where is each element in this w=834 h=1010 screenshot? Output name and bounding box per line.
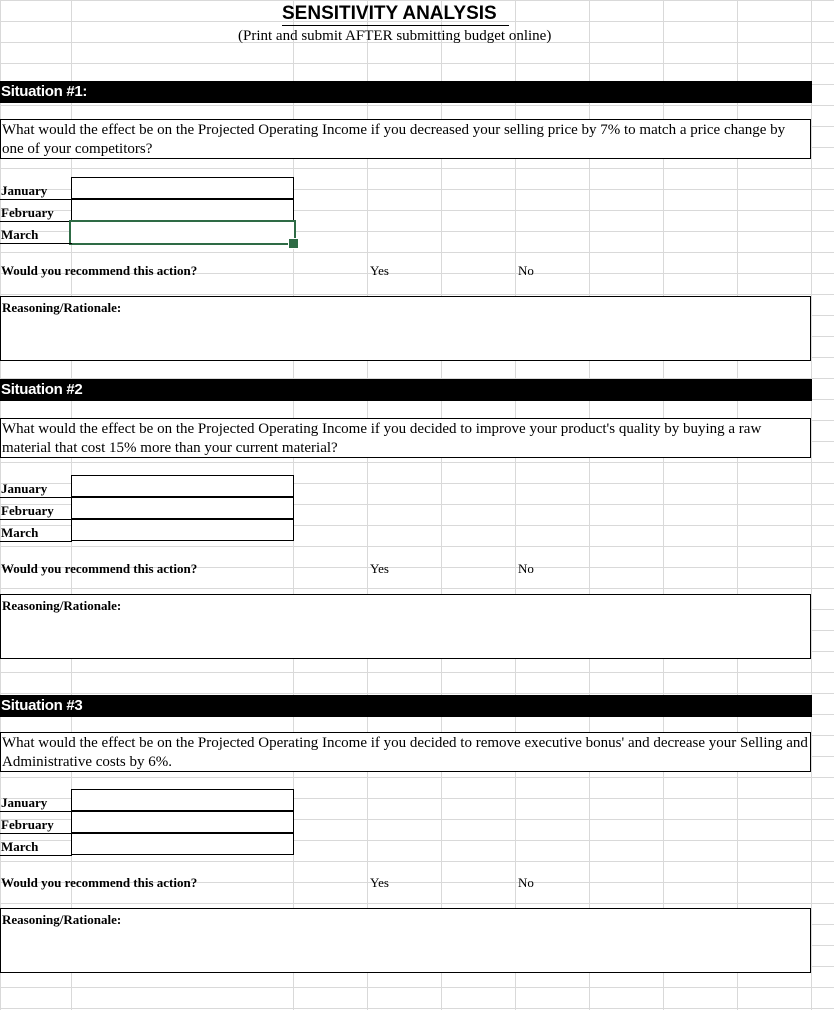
situation-2-march-cell[interactable] [71, 519, 294, 541]
situation-1-march-cell-selected[interactable] [69, 220, 296, 245]
row-divider [0, 199, 72, 200]
situation-1-no-option[interactable]: No [518, 263, 534, 278]
situation-1-month-label-march: March [1, 227, 39, 242]
page-subtitle: (Print and submit AFTER submitting budget online) [238, 28, 552, 44]
row-divider [0, 221, 72, 222]
situation-2-recommend-question: Would you recommend this action? [1, 561, 198, 576]
grid-column-line [811, 0, 812, 1010]
row-divider [0, 519, 72, 520]
situation-2-question[interactable]: What would the effect be on the Projected Operating Income if you decided to improve your product's quality by buying a raw material that cost 15% more than your current material? [0, 418, 811, 458]
situation-3-reasoning-label: Reasoning/Rationale: [2, 912, 122, 927]
situation-2-reasoning-box[interactable] [0, 594, 811, 659]
situation-2-month-label-january: January [1, 481, 48, 496]
situation-3-month-label-march: March [1, 839, 39, 854]
situation-2-february-cell[interactable] [71, 497, 294, 519]
situation-1-february-cell[interactable] [71, 199, 294, 221]
situation-2-month-label-march: March [1, 525, 39, 540]
row-divider [0, 833, 72, 834]
situation-1-recommend-question: Would you recommend this action? [1, 263, 198, 278]
situation-1-heading: Situation #1: [0, 81, 812, 103]
situation-2-yes-option[interactable]: Yes [370, 561, 389, 576]
row-divider [0, 243, 72, 244]
situation-1-month-label-february: February [1, 205, 54, 220]
situation-1-yes-option[interactable]: Yes [370, 263, 389, 278]
situation-3-month-label-february: February [1, 817, 54, 832]
situation-3-february-cell[interactable] [71, 811, 294, 833]
row-divider [0, 855, 72, 856]
situation-1-reasoning-label: Reasoning/Rationale: [2, 300, 122, 315]
situation-3-january-cell[interactable] [71, 789, 294, 811]
situation-3-reasoning-box[interactable] [0, 908, 811, 973]
situation-3-march-cell[interactable] [71, 833, 294, 855]
situation-3-question[interactable]: What would the effect be on the Projected Operating Income if you decided to remove executive bonus' and decrease your Selling and Administrative costs by 6%. [0, 732, 811, 772]
situation-1-month-label-january: January [1, 183, 48, 198]
situation-1-january-cell[interactable] [71, 177, 294, 199]
situation-3-recommend-question: Would you recommend this action? [1, 875, 198, 890]
row-divider [0, 541, 72, 542]
situation-1-reasoning-box[interactable] [0, 296, 811, 361]
situation-1-question[interactable]: What would the effect be on the Projected Operating Income if you decreased your selling price by 7% to match a price change by one of your competitors? [0, 119, 811, 159]
situation-3-month-label-january: January [1, 795, 48, 810]
row-divider [0, 497, 72, 498]
situation-3-yes-option[interactable]: Yes [370, 875, 389, 890]
fill-handle[interactable] [288, 238, 299, 249]
page-title: SENSITIVITY ANALYSIS [282, 3, 509, 26]
situation-2-no-option[interactable]: No [518, 561, 534, 576]
row-divider [0, 811, 72, 812]
situation-2-reasoning-label: Reasoning/Rationale: [2, 598, 122, 613]
situation-2-january-cell[interactable] [71, 475, 294, 497]
situation-3-heading: Situation #3 [0, 695, 812, 717]
situation-2-month-label-february: February [1, 503, 54, 518]
situation-2-heading: Situation #2 [0, 379, 812, 401]
situation-3-no-option[interactable]: No [518, 875, 534, 890]
